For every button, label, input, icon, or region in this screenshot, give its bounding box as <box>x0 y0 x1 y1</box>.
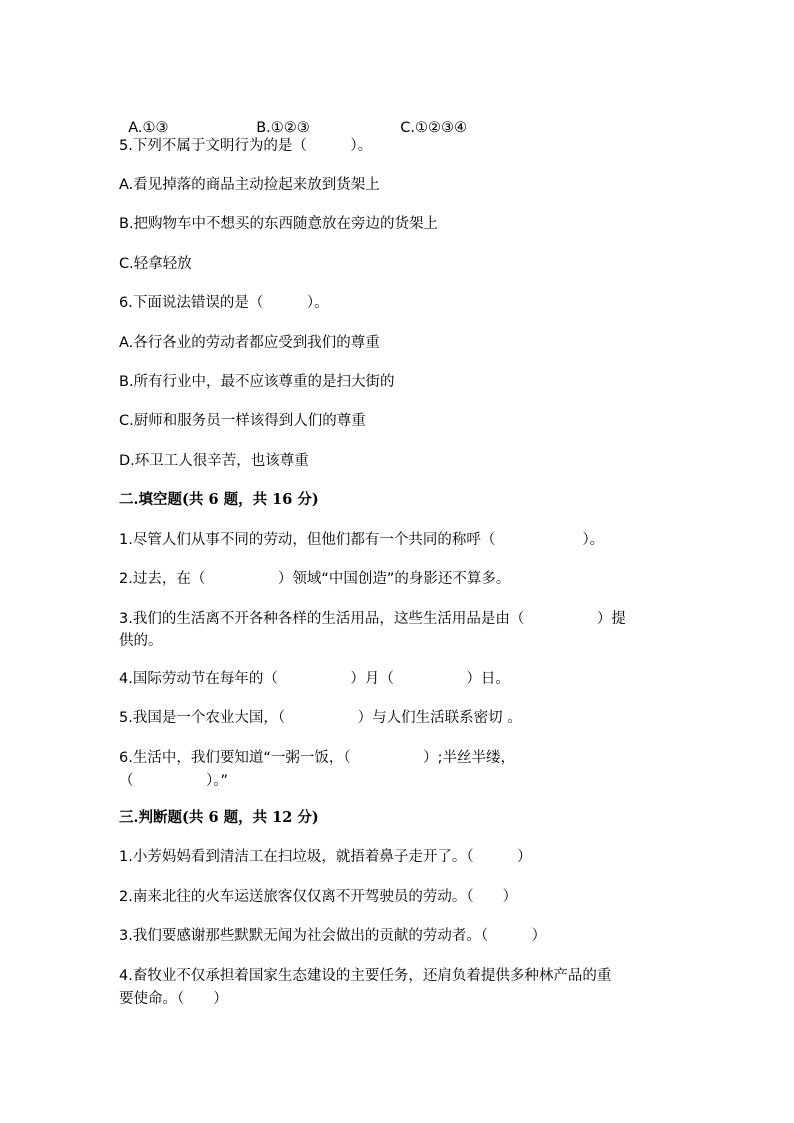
fill-q6-line2: （ ）。” <box>119 773 229 789</box>
choice-q5-option-b: B.把购物车中不想买的东西随意放在旁边的货架上 <box>119 216 439 232</box>
judge-q3: 3.我们要感谢那些默默无闻为社会做出的贡献的劳动者。（ ） <box>119 928 547 944</box>
fill-q4: 4.国际劳动节在每年的（ ）月（ ）日。 <box>119 671 510 687</box>
fill-q5: 5.我国是一个农业大国，（ ）与人们生活联系密切 。 <box>119 710 522 726</box>
judge-q4-line2: 要使命。（ ） <box>119 991 228 1007</box>
fill-q3-line1: 3.我们的生活离不开各种各样的生活用品，这些生活用品是由（ ）提 <box>119 611 626 627</box>
fill-q1: 1.尽管人们从事不同的劳动，但他们都有一个共同的称呼（ ）。 <box>119 532 605 548</box>
q4-options-row <box>119 95 467 139</box>
fill-q2: 2.过去，在（ ）领域“中国创造”的身影还不算多。 <box>119 571 511 587</box>
q4-option-b: B.①②③ <box>256 120 310 136</box>
q4-option-c: C.①②③④ <box>400 120 467 136</box>
choice-q6-option-a: A.各行各业的劳动者都应受到我们的尊重 <box>119 335 380 351</box>
judge-q2: 2.南来北往的火车运送旅客仅仅离不开驾驶员的劳动。（ ） <box>119 889 518 905</box>
choice-q5-option-a: A.看见掉落的商品主动捡起来放到货架上 <box>119 177 380 193</box>
choice-q5-option-c: C.轻拿轻放 <box>119 256 192 272</box>
choice-q6-option-b: B.所有行业中，最不应该尊重的是扫大街的 <box>119 374 395 390</box>
fill-q3-line2: 供的。 <box>119 633 163 649</box>
judge-q4-line1: 4.畜牧业不仅承担着国家生态建设的主要任务，还肩负着提供多种林产品的重 <box>119 968 612 984</box>
choice-q5-stem: 5.下列不属于文明行为的是（ ）。 <box>119 138 373 154</box>
choice-q6-option-d: D.环卫工人很辛苦，也该尊重 <box>119 453 309 469</box>
fill-q6-line1: 6.生活中，我们要知道“一粥一饭，（ ）;半丝半缕， <box>119 750 515 766</box>
choice-q6-stem: 6.下面说法错误的是（ ）。 <box>119 295 329 311</box>
choice-q6-option-c: C.厨师和服务员一样该得到人们的尊重 <box>119 413 366 429</box>
judge-q1: 1.小芳妈妈看到清洁工在扫垃圾，就捂着鼻子走开了。（ ） <box>119 849 532 865</box>
q4-option-a: A.①③ <box>128 120 169 136</box>
judge-section-heading: 三.判断题(共 6 题，共 12 分) <box>119 809 319 826</box>
fill-section-heading: 二.填空题(共 6 题，共 16 分) <box>119 491 319 508</box>
